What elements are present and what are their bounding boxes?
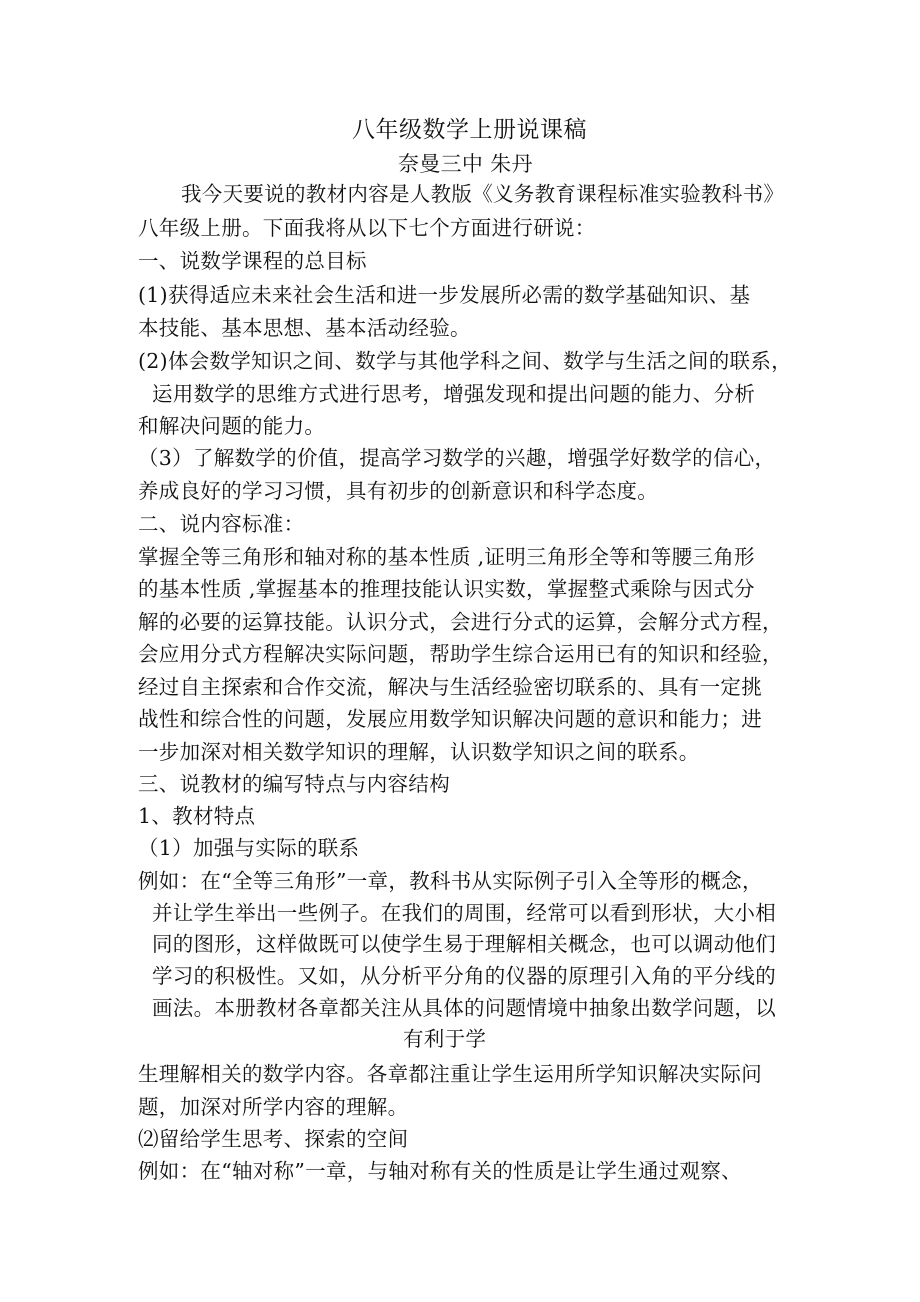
paragraph-line: 的基本性质 ,掌握基本的推理技能认识实数，掌握整式乘除与因式分 (138, 577, 755, 601)
paragraph-line: 同的图形，这样做既可以使学生易于理解相关概念，也可以调动他们 (152, 932, 776, 956)
section-heading: 二、说内容标准： (138, 512, 305, 536)
paragraph-line: 掌握全等三角形和轴对称的基本性质 ,证明三角形全等和等腰三角形 (138, 545, 755, 569)
subsection-heading: ⑵留给学生思考、探索的空间 (138, 1127, 409, 1151)
paragraph-line: 八年级上册。下面我将从以下七个方面进行研说： (138, 216, 596, 240)
paragraph-line: 例如：在“轴对称”一章，与轴对称有关的性质是让学生通过观察、 (138, 1159, 742, 1183)
paragraph-line: 题，加深对所学内容的理解。 (138, 1095, 409, 1119)
paragraph-line: （3）了解数学的价值，提高学习数学的兴趣，增强学好数学的信心， (138, 446, 776, 470)
paragraph-line: 生理解相关的数学内容。各章都注重让学生运用所学知识解决实际问 (138, 1062, 762, 1086)
subsection-heading: （1）加强与实际的联系 (138, 836, 360, 860)
subsection-heading: 1、教材特点 (138, 804, 256, 828)
paragraph-line: 一步加深对相关数学知识的理解，认识数学知识之间的联系。 (138, 740, 700, 764)
paragraph-line: 本技能、基本思想、基本活动经验。 (138, 316, 471, 340)
document-author: 奈曼三中 朱丹 (398, 152, 533, 176)
section-heading: 一、说数学课程的总目标 (138, 249, 367, 273)
paragraph-line: (1)获得适应未来社会生活和进一步发展所必需的数学基础知识、基 (138, 283, 751, 307)
paragraph-line: (2)体会数学知识之间、数学与其他学科之间、数学与生活之间的联系， (138, 349, 792, 373)
paragraph-line: 养成良好的学习习惯，具有初步的创新意识和科学态度。 (138, 479, 658, 503)
paragraph-line: 和解决问题的能力。 (138, 414, 326, 438)
section-heading: 三、说教材的编写特点与内容结构 (138, 772, 450, 796)
paragraph-line: 学习的积极性。又如，从分析平分角的仪器的原理引入角的平分线的 (152, 964, 776, 988)
paragraph-line: 有利于学 (403, 1027, 487, 1051)
paragraph-line: 会应用分式方程解决实际问题，帮助学生综合运用已有的知识和经验， (138, 642, 783, 666)
paragraph-line: 解的必要的运算技能。认识分式，会进行分式的运算，会解分式方程， (138, 610, 783, 634)
paragraph-line: 运用数学的思维方式进行思考，增强发现和提出问题的能力、分析 (152, 382, 756, 406)
paragraph-line: 例如：在“全等三角形”一章，教科书从实际例子引入全等形的概念， (138, 869, 763, 893)
paragraph-line: 经过自主探索和合作交流，解决与生活经验密切联系的、具有一定挑 (138, 675, 762, 699)
paragraph-line: 我今天要说的教材内容是人教版《义务教育课程标准实验教科书》 (181, 182, 785, 206)
paragraph-line: 并让学生举出一些例子。在我们的周围，经常可以看到形状，大小相 (152, 901, 776, 925)
paragraph-line: 战性和综合性的问题，发展应用数学知识解决问题的意识和能力；进 (138, 707, 762, 731)
paragraph-line: 画法。本册教材各章都关注从具体的问题情境中抽象出数学问题，以 (152, 996, 776, 1020)
document-title: 八年级数学上册说课稿 (352, 117, 587, 143)
